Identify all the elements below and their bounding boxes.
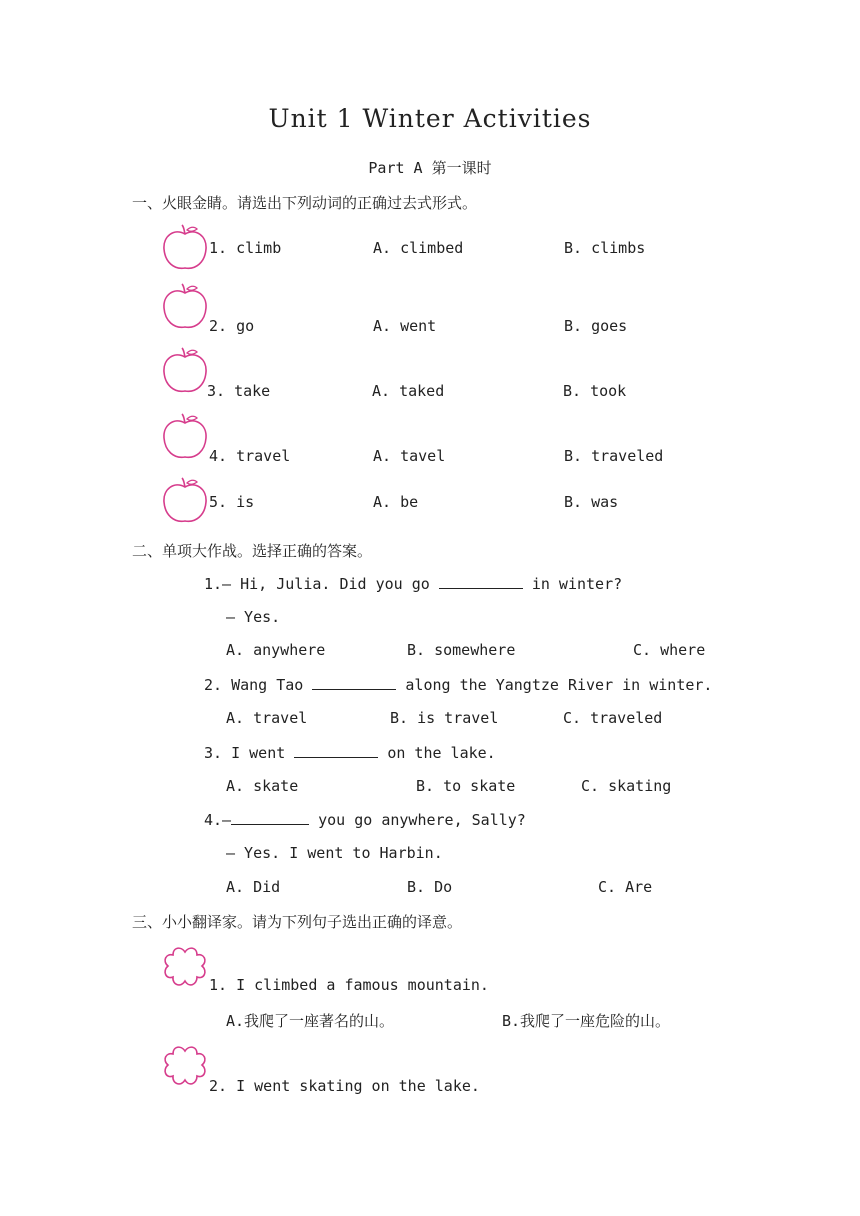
apple-icon bbox=[160, 347, 210, 395]
s1-option-b-3[interactable]: B. took bbox=[563, 382, 627, 400]
s1-question-1: 1. climb bbox=[209, 239, 282, 257]
s2-question-1 bbox=[204, 574, 622, 593]
s1-option-b-1[interactable]: B. climbs bbox=[564, 239, 646, 257]
s2-q4-reply: — Yes. I went to Harbin. bbox=[226, 844, 443, 862]
s2-q2-option-a[interactable]: A. travel bbox=[226, 709, 308, 727]
s3-q1-option-b[interactable]: B.我爬了一座危险的山。 bbox=[502, 1012, 671, 1030]
s1-option-a-1[interactable]: A. climbed bbox=[373, 239, 464, 257]
s1-question-3: 3. take bbox=[207, 382, 271, 400]
s1-question-2: 2. go bbox=[209, 317, 255, 335]
s2-question-2 bbox=[204, 675, 712, 694]
section3-heading: 三、小小翻译家。请为下列句子选出正确的译意。 bbox=[132, 913, 463, 931]
answer-blank[interactable] bbox=[294, 743, 378, 758]
s2-q3-option-c[interactable]: C. skating bbox=[581, 777, 672, 795]
s2-q4-option-b[interactable]: B. Do bbox=[407, 878, 453, 896]
section1-heading: 一、火眼金睛。请选出下列动词的正确过去式形式。 bbox=[132, 194, 478, 212]
s1-option-b-4[interactable]: B. traveled bbox=[564, 447, 664, 465]
s1-option-b-5[interactable]: B. was bbox=[564, 493, 619, 511]
flower-icon bbox=[160, 1043, 210, 1091]
s2-q2-option-c[interactable]: C. traveled bbox=[563, 709, 663, 727]
s2-q3-post: on the lake. bbox=[387, 744, 496, 762]
s1-question-5: 5. is bbox=[209, 493, 255, 511]
s1-option-b-2[interactable]: B. goes bbox=[564, 317, 628, 335]
page-title: Unit 1 Winter Activities bbox=[268, 104, 592, 133]
s2-q1-option-b[interactable]: B. somewhere bbox=[407, 641, 516, 659]
apple-icon bbox=[160, 413, 210, 461]
apple-icon bbox=[160, 224, 210, 272]
s2-q4-option-a[interactable]: A. Did bbox=[226, 878, 281, 896]
s1-option-a-4[interactable]: A. tavel bbox=[373, 447, 446, 465]
apple-icon bbox=[160, 477, 210, 525]
s2-q1-post: in winter? bbox=[531, 575, 623, 593]
s1-option-a-2[interactable]: A. went bbox=[373, 317, 437, 335]
apple-icon bbox=[160, 283, 210, 331]
s1-option-a-5[interactable]: A. be bbox=[373, 493, 419, 511]
s2-question-3 bbox=[204, 743, 496, 762]
answer-blank[interactable] bbox=[312, 675, 396, 690]
answer-blank[interactable] bbox=[231, 810, 309, 825]
section2-heading: 二、单项大作战。选择正确的答案。 bbox=[132, 542, 373, 560]
s2-q1-reply: — Yes. bbox=[226, 608, 281, 626]
s2-q1-option-c[interactable]: C. where bbox=[633, 641, 706, 659]
s2-q4-option-c[interactable]: C. Are bbox=[598, 878, 653, 896]
flower-icon bbox=[160, 944, 210, 992]
s2-q2-pre: 2. Wang Tao bbox=[204, 676, 304, 694]
s3-q1-option-a[interactable]: A.我爬了一座著名的山。 bbox=[226, 1012, 395, 1030]
s2-q2-post: along the Yangtze River in winter. bbox=[405, 676, 713, 694]
s1-option-a-3[interactable]: A. taked bbox=[372, 382, 445, 400]
s2-q3-option-b[interactable]: B. to skate bbox=[416, 777, 516, 795]
s1-question-4: 4. travel bbox=[209, 447, 291, 465]
s2-q1-pre: 1.— Hi, Julia. Did you go bbox=[204, 575, 430, 593]
s2-q3-option-a[interactable]: A. skate bbox=[226, 777, 299, 795]
s2-q3-pre: 3. I went bbox=[204, 744, 286, 762]
page-subtitle: Part A 第一课时 bbox=[368, 159, 492, 177]
s2-q1-option-a[interactable]: A. anywhere bbox=[226, 641, 326, 659]
s2-q4-pre: 4.— bbox=[204, 811, 232, 829]
s3-question-1: 1. I climbed a famous mountain. bbox=[209, 976, 489, 994]
s2-q4-post: you go anywhere, Sally? bbox=[318, 811, 526, 829]
s2-question-4 bbox=[204, 810, 526, 829]
s2-q2-option-b[interactable]: B. is travel bbox=[390, 709, 499, 727]
s3-question-2: 2. I went skating on the lake. bbox=[209, 1077, 480, 1095]
answer-blank[interactable] bbox=[439, 574, 523, 589]
